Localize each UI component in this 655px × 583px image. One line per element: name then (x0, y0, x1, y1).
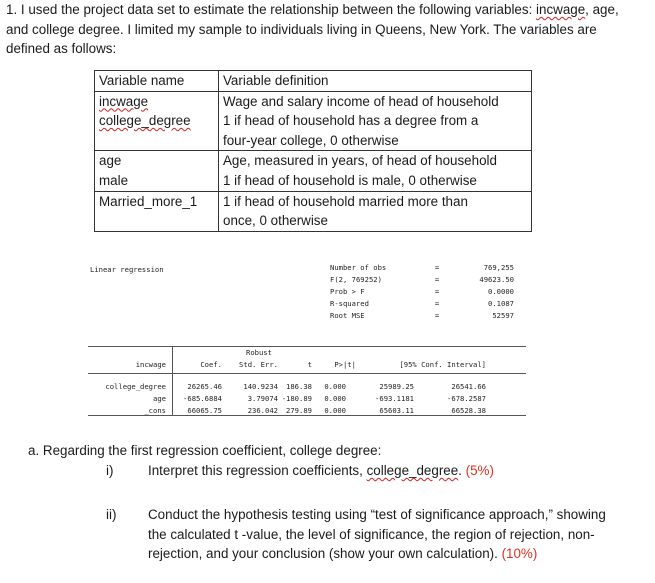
stat-row (330, 262, 530, 274)
intro-line-1 (6, 0, 646, 20)
stat-value: 52597 (492, 310, 514, 320)
question-intro (6, 0, 646, 59)
regression-title: Linear regression (90, 265, 164, 274)
row-p: 0.000 (324, 394, 346, 403)
table-row (88, 406, 486, 415)
row-coef: 26265.46 (187, 382, 222, 391)
row-ci-high: 26541.66 (451, 382, 486, 391)
row-coef: 66065.75 (187, 406, 222, 415)
question-ii-points: (10%) (501, 546, 538, 562)
var-def-married-more-1 (219, 191, 532, 231)
var-def-age: Age, measured in years, of head of household (219, 151, 532, 171)
variables-table (94, 70, 532, 232)
var-name-male: male (95, 171, 219, 191)
table-row (95, 111, 532, 151)
intro-text-1: I used the project data set to estimate the relationship between the following variables: (20, 2, 533, 17)
question-i-var: college_degree (366, 463, 459, 478)
variables-table-header (95, 71, 532, 92)
header-variable-name: Variable name (95, 71, 219, 92)
stat-label: R-squared (330, 298, 369, 308)
header-variable-definition: Variable definition (219, 71, 532, 92)
table-bottom-rule (88, 415, 526, 416)
var-name-age: age (95, 151, 219, 171)
row-ci-low: 65603.11 (379, 406, 414, 415)
row-ci-low: 25989.25 (379, 382, 414, 391)
row-t: -180.89 (281, 394, 312, 403)
var-def-college-degree-line-1: 1 if head of household has a degree from a (223, 113, 479, 129)
intro-var-incwage: incwage (536, 2, 586, 17)
row-se: 140.9234 (243, 382, 278, 391)
stat-eq: = (434, 275, 440, 285)
var-def-college-degree-line-2: four-year college, 0 otherwise (223, 132, 399, 148)
stat-row (330, 297, 530, 309)
question-a-label: a. (28, 443, 40, 458)
stat-eq: = (434, 286, 440, 296)
row-p: 0.000 (324, 382, 346, 391)
stat-label: Root MSE (330, 310, 365, 320)
stat-label: Number of obs (330, 263, 387, 273)
table-top-rule (88, 346, 526, 347)
table-row (95, 151, 532, 171)
row-ci-high: -678.2587 (447, 394, 486, 403)
var-def-male: 1 if head of household is male, 0 otherwise (219, 171, 532, 191)
header-robust: Robust (246, 348, 272, 357)
question-ii-number: ii) (106, 507, 117, 522)
col-depvar: incwage (135, 360, 166, 369)
row-var: age (153, 394, 166, 403)
stat-label: Prob > F (330, 286, 365, 296)
stat-value: 769,255 (483, 263, 514, 273)
question-i-number: i) (106, 463, 114, 478)
table-row (95, 191, 532, 231)
stat-label: F(2, 769252) (330, 275, 382, 285)
stat-eq: = (434, 310, 440, 320)
stat-value: 0.1087 (488, 298, 514, 308)
table-header-rule (88, 373, 526, 374)
table-row (95, 91, 532, 111)
stat-eq: = (434, 298, 440, 308)
var-def-incwage: Wage and salary income of head of household (219, 91, 532, 111)
table-row (88, 394, 486, 403)
question-i-points: (5%) (465, 463, 494, 478)
var-name-college-degree: college_degree (99, 113, 191, 129)
table-row (88, 382, 486, 391)
question-i-text-wrap (148, 461, 494, 481)
table-row (95, 171, 532, 191)
stat-row (330, 286, 530, 298)
col-p: P>|t| (334, 360, 356, 369)
intro-text-2: , age, (585, 2, 619, 17)
col-ci: [95% Conf. Interval] (399, 360, 486, 369)
stat-eq: = (434, 263, 440, 273)
row-var: _cons (144, 406, 166, 415)
var-def-married-line-2: once, 0 otherwise (223, 213, 328, 229)
col-se: Std. Err. (239, 360, 278, 369)
var-def-college-degree (219, 111, 532, 151)
row-ci-low: -693.1181 (375, 394, 414, 403)
row-coef: -685.6884 (183, 394, 222, 403)
row-p: 0.000 (324, 406, 346, 415)
stat-value: 49623.50 (479, 275, 514, 285)
stat-row (330, 309, 530, 321)
question-i-text: Interpret this regression coefficients, (148, 463, 363, 478)
var-def-married-line-1: 1 if head of household married more than (223, 193, 468, 209)
col-coef: Coef. (200, 360, 222, 369)
intro-line-3: defined as follows: (6, 41, 117, 56)
question-number: 1. (6, 2, 18, 17)
regression-stats (330, 262, 530, 321)
var-name-incwage: incwage (99, 93, 149, 109)
var-name-married-more-1: Married_more_1 (95, 191, 219, 231)
question-ii-text-wrap (148, 505, 618, 564)
row-se: 236.042 (247, 406, 278, 415)
row-ci-high: 66528.38 (451, 406, 486, 415)
row-t: 279.89 (286, 406, 312, 415)
stat-value: 0.0000 (488, 286, 514, 296)
question-i-end: . (458, 463, 462, 478)
intro-line-2: and college degree. I limited my sample to individuals living in Queens, New York. The variables are (6, 21, 597, 37)
row-var: college_degree (105, 382, 166, 391)
row-se: 3.79074 (247, 394, 278, 403)
question-a (28, 441, 381, 461)
stat-row (330, 274, 530, 286)
question-ii-text: Conduct the hypothesis testing using “test of significance approach,” showing the calculated t -value, the level of significance, the region of rejection, non-rejection, and your conclusion (show your own calculation). (148, 507, 606, 562)
col-t: t (307, 360, 312, 369)
question-a-text: Regarding the first regression coefficient, college degree: (42, 443, 382, 458)
coef-header-row (88, 360, 486, 369)
row-t: 186.38 (286, 382, 312, 391)
